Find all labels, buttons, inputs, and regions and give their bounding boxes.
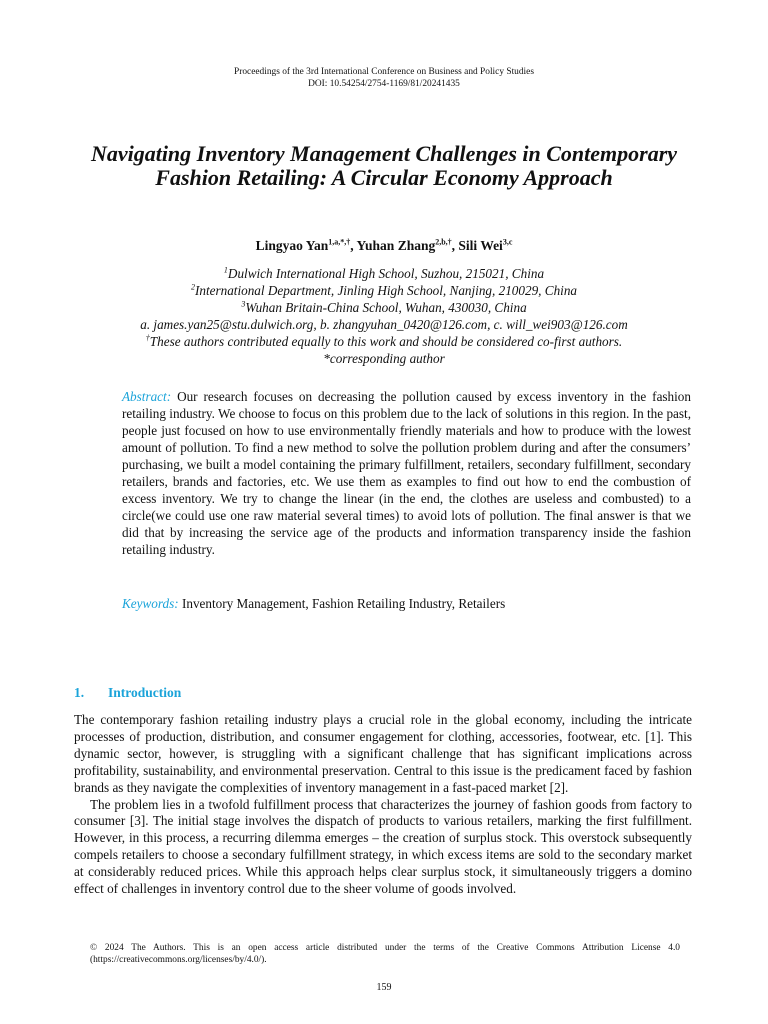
author-emails: a. james.yan25@stu.dulwich.org, b. zhangyuhan_0420@126.com, c. will_wei903@126.com <box>140 317 628 332</box>
keywords-text: Inventory Management, Fashion Retailing Industry, Retailers <box>181 596 506 611</box>
affiliation-line: $^1$Dulwich International High School, Suzhou, 215021, China <box>223 265 545 281</box>
paragraph: The problem lies in a twofold fulfillment process that characterizes the journey of fashion goods from factory to consumer [3]. The initial stage involves the dispatch of products to various retailers, marking the first fulfillment. However, in this process, a recurring dilemma emerges – the creation of surplus stock. This overstock subsequently compels retailers to choose a secondary fulfillment strategy, in which excess items are sold to the secondary market at considerably reduced prices. While this approach helps clear surplus stock, it simultaneously triggers a domino effect of challenges in inventory control due to the sheer volume of goods involved. <box>74 796 692 897</box>
author-affil-mark: 3,c <box>502 237 513 247</box>
affiliation-line: $^2$International Department, Jinling High School, Nanjing, 210029, China <box>190 282 578 298</box>
cofirst-note: †These authors contributed equally to this work and should be considered co-first authors. <box>145 333 623 349</box>
page-number: 159 <box>376 982 392 993</box>
doi: DOI: 10.54254/2754-1169/81/20241435 <box>308 78 460 89</box>
proceedings-title: Proceedings of the 3rd International Conference on Business and Policy Studies <box>234 67 534 77</box>
keywords <box>122 595 691 612</box>
corresponding-note: *corresponding author <box>323 351 445 366</box>
author-list: Lingyao Yan$^{1,a,*,\dagger}$, Yuhan Zhang$^{2,b,\dagger}$, Sili Wei$^{3,c}$ <box>255 237 513 253</box>
paper-title: Navigating Inventory Management Challenges in Contemporary Fashion Retailing: A Circular Economy Approach <box>90 141 678 190</box>
section-title: Introduction <box>108 685 182 700</box>
abstract <box>122 388 691 558</box>
section-heading <box>74 684 181 701</box>
author-affil-mark: 2,b,† <box>435 237 452 247</box>
affiliations <box>0 265 768 367</box>
proceedings-header <box>0 67 768 90</box>
author-name: Sili Wei <box>458 238 503 253</box>
author-name: Yuhan Zhang <box>356 238 436 253</box>
keywords-label: Keywords: <box>122 596 179 611</box>
affiliation-line: $^3$Wuhan Britain-China School, Wuhan, 430030, China <box>241 299 527 315</box>
abstract-label: Abstract: <box>122 389 172 404</box>
license-footnote: © 2024 The Authors. This is an open access article distributed under the terms of the Creative Commons Attribution License 4.0 (https://creativecommons.org/licenses/by/4.0/). <box>90 943 680 965</box>
abstract-text: Our research focuses on decreasing the pollution caused by excess inventory in the fashion retailing industry. We choose to focus on this problem due to the lack of solutions in this region. In the past, people just focused on how to use environmentally friendly materials and how to produce with the lowest amount of pollution. To find a new method to solve the pollution problem during and after the consumers’ purchasing, we built a model containing the primary fulfillment, retailers, secondary fulfillment, secondary retailers, brands and factories, etc. We use them as examples to find out how to end the combustion of excess inventory. We try to change the linear (in the end, the clothes are useless and combusted) to a circle(we could use one raw material several times) to avoid lots of pollution. The final answer is that we did that by increasing the service age of the products and information transparency inside the fashion retailing industry. <box>122 389 691 557</box>
section-body <box>74 712 692 898</box>
paragraph: The contemporary fashion retailing industry plays a crucial role in the global economy, including the intricate processes of production, distribution, and consumer engagement for clothing, accessories, footwear, etc. [1]. This dynamic sector, however, is struggling with a significant challenge that has significant implications across profitability, sustainability, and environmental preservation. Central to this issue is the predicament faced by fashion brands as they navigate the complexities of inventory management in a fast-paced market [2]. <box>74 712 692 795</box>
author-name: Lingyao Yan <box>255 238 329 253</box>
section-number: 1. <box>74 685 85 700</box>
author-affil-mark: 1,a,*,† <box>328 237 351 247</box>
